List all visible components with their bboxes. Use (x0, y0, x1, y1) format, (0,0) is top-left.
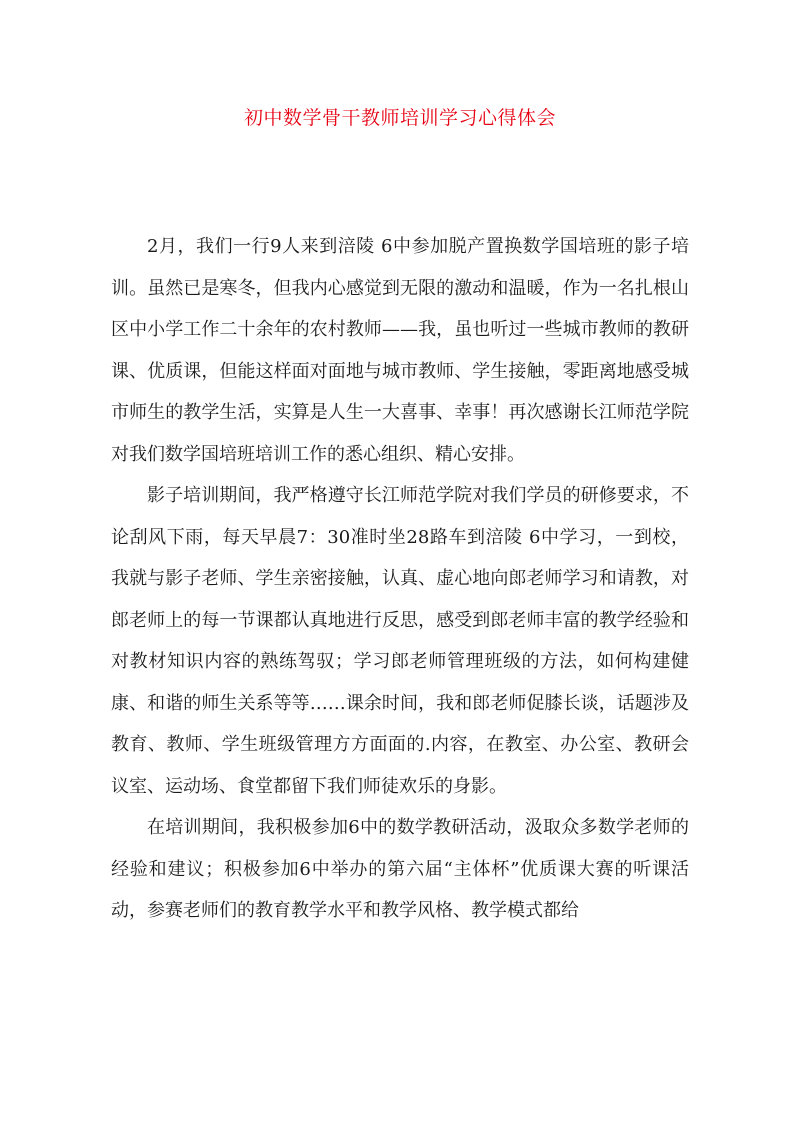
document-title: 初中数学骨干教师培训学习心得体会 (243, 107, 556, 129)
paragraph: 影子培训期间，我严格遵守长江师范学院对我们学员的研修要求，不论刮风下雨，每天早晨7：30准时坐28路车到涪陵 6中学习，一到校，我就与影子老师、学生亲密接触，认真、虚心地向郎老师学习和请教，对郎老师上的每一节课都认真地进行反思，感受到郎老师丰富的教学经验和对教材知识内容的熟练驾驭；学习郎老师管理班级的方法，如何构建健康、和谐的师生关系等等……课余时间，我和郎老师促膝长谈，话题涉及教育、教师、学生班级管理方方面面的.内容，在教室、办公室、教研会议室、运动场、食堂都留下我们师徒欢乐的身影。 (111, 485, 689, 797)
paragraph: 在培训期间，我积极参加6中的数学教研活动，汲取众多数学老师的经验和建议；积极参加6中举办的第六届“主体杯”优质课大赛的听课活动，参赛老师们的教育教学水平和教学风格、教学模式都给 (111, 817, 689, 921)
paragraph: 2月，我们一行9人来到涪陵 6中参加脱产置换数学国培班的影子培训。虽然已是寒冬，但我内心感觉到无限的激动和温暖，作为一名扎根山区中小学工作二十余年的农村教师——我，虽也听过一些城市教师的教研课、优质课，但能这样面对面地与城市教师、学生接触，零距离地感受城市师生的教学生活，实算是人生一大喜事、幸事！再次感谢长江师范学院对我们数学国培班培训工作的悉心组织、精心安排。 (111, 236, 689, 465)
document-body (111, 226, 689, 932)
